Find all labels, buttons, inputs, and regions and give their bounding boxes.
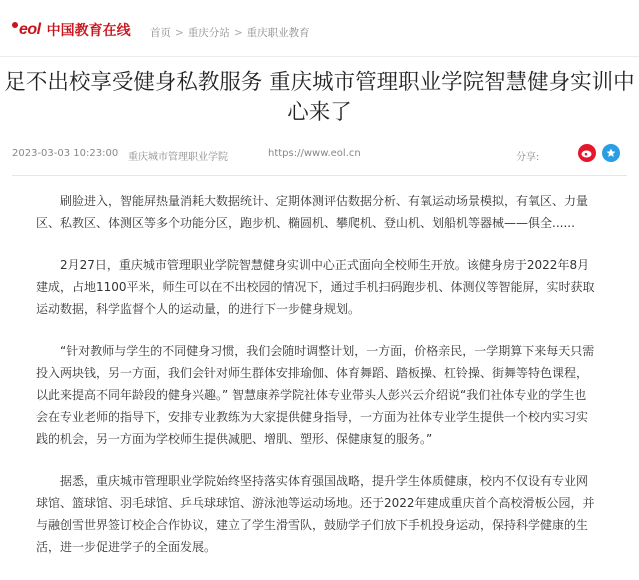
breadcrumb-vocational[interactable]: 重庆职业教育 <box>246 27 310 39</box>
article-title: 足不出校享受健身私教服务 重庆城市管理职业学院智慧健身实训中心来了 <box>4 70 635 125</box>
article-meta <box>12 148 627 162</box>
article-source: 重庆城市管理职业学院 <box>128 152 228 163</box>
breadcrumb-separator: > <box>175 26 184 39</box>
logo-text: 中国教育在线 <box>46 23 131 39</box>
qzone-share-icon[interactable] <box>602 144 620 162</box>
breadcrumb <box>150 25 310 40</box>
article-paragraph: 据悉，重庆城市管理职业学院始终坚持落实体育强国战略，提升学生体质健康，校内不仅设有专业网球馆、篮球馆、羽毛球馆、乒乓球球馆、游泳池等运动场地。还于2022年建成重庆首个高校滑板公园，并与融创雪世界签订校企合作协议，建立了学生滑雪队，鼓励学子们放下手机投身运动，保持科学健康的生活，进一步促进学子的全面发展。 <box>36 474 595 554</box>
article-body <box>36 190 596 578</box>
publish-date: 2023-03-03 10:23:00 <box>12 148 119 159</box>
breadcrumb-home[interactable]: 首页 <box>150 27 171 39</box>
article-paragraph: 2月27日，重庆城市管理职业学院智慧健身实训中心正式面向全校师生开放。该健身房于2022年8月建成，占地1100平米，师生可以在不出校园的情况下，通过手机扫码跑步机、体测仪等智能屏，实时获取运动数据，科学监督个人的运动量，的进行下一步健身规划。 <box>36 258 595 316</box>
breadcrumb-separator: > <box>233 26 243 39</box>
logo-dot-icon <box>12 22 18 28</box>
site-header <box>0 0 639 57</box>
share-label: 分享: <box>516 152 540 163</box>
logo-mark <box>12 21 41 39</box>
source-url[interactable]: https://www.eol.cn <box>268 148 361 159</box>
article-paragraph: 刷脸进入，智能屏热量消耗大数据统计、定期体测评估数据分析、有氧运动场景模拟，有氧区、力量区、私教区、体测区等多个功能分区，跑步机、椭圆机、攀爬机、登山机、划船机等器械——俱全...... <box>36 194 589 230</box>
weibo-share-icon[interactable] <box>578 144 596 162</box>
logo-mark-text: eol <box>19 21 41 38</box>
breadcrumb-chongqing[interactable]: 重庆分站 <box>187 27 230 39</box>
meta-divider <box>12 175 627 176</box>
site-logo[interactable] <box>12 20 131 40</box>
article-paragraph: “针对教师与学生的不同健身习惯，我们会随时调整计划，一方面，价格亲民，一学期算下来每天只需投入两块钱，另一方面，我们会针对师生群体安排瑜伽、体育舞蹈、踏板操、杠铃操、街舞等特色课程，以此来提高不同年龄段的健身兴趣。” 智慧康养学院社体专业带头人彭兴云介绍说“我们社体专业的学生也会在专业老师的指导下，安排专业教练为大家提供健身指导，一方面为社体专业学生提供一个校内实习实践的机会，另一方面为学校师生提供减肥、增肌、塑形、保健康复的服务。” <box>36 344 595 446</box>
